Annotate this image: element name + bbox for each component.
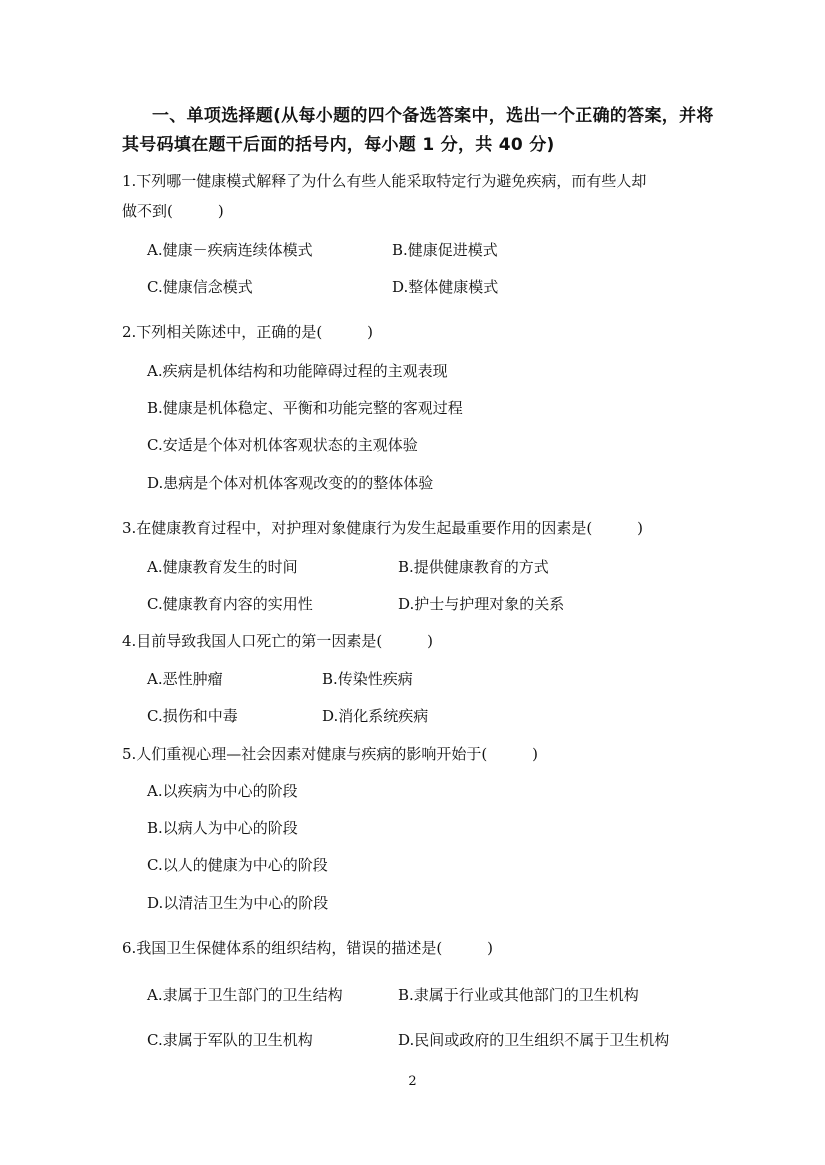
question-5-option-c: C.以人的健康为中心的阶段 xyxy=(147,856,328,874)
question-1-option-a: A.健康－疾病连续体模式 xyxy=(147,241,313,259)
question-4-option-c: C.损伤和中毒 xyxy=(147,707,238,725)
question-6-option-b: B.隶属于行业或其他部门的卫生机构 xyxy=(398,986,639,1004)
question-1-option-c: C.健康信念模式 xyxy=(147,278,253,296)
question-3-stem: 3.在健康教育过程中，对护理对象健康行为发生起最重要作用的因素是( ) xyxy=(122,519,644,537)
question-6-option-c: C.隶属于军队的卫生机构 xyxy=(147,1031,313,1049)
question-1-stem: 1.下列哪一健康模式解释了为什么有些人能采取特定行为避免疾病，而有些人却 xyxy=(122,172,647,190)
question-6-option-a: A.隶属于卫生部门的卫生结构 xyxy=(147,986,343,1004)
question-2-option-b: B.健康是机体稳定、平衡和功能完整的客观过程 xyxy=(147,399,463,417)
question-6-stem: 6.我国卫生保健体系的组织结构，错误的描述是( ) xyxy=(122,939,494,957)
question-5-stem: 5.人们重视心理—社会因素对健康与疾病的影响开始于( ) xyxy=(122,745,539,763)
question-4-option-a: A.恶性肿瘤 xyxy=(147,670,223,688)
question-5-option-b: B.以病人为中心的阶段 xyxy=(147,819,298,837)
question-5-option-d: D.以清洁卫生为中心的阶段 xyxy=(147,894,329,912)
question-2-option-d: D.患病是个体对机体客观改变的的整体体验 xyxy=(147,474,434,492)
question-1-option-d: D.整体健康模式 xyxy=(392,278,499,296)
question-3-option-c: C.健康教育内容的实用性 xyxy=(147,595,313,613)
question-1-stem-continued: 做不到( ) xyxy=(122,202,224,220)
question-3-option-b: B.提供健康教育的方式 xyxy=(398,558,549,576)
question-1-option-b: B.健康促进模式 xyxy=(392,241,498,259)
page-number: 2 xyxy=(408,1074,417,1089)
question-2-stem: 2.下列相关陈述中，正确的是( ) xyxy=(122,323,374,341)
question-2-option-a: A.疾病是机体结构和功能障碍过程的主观表现 xyxy=(147,362,448,380)
section-title: 一、单项选择题(从每小题的四个备选答案中，选出一个正确的答案，并将其号码填在题干后面的括号内，每小题 1 分，共 40 分) xyxy=(122,106,714,155)
question-2-option-c: C.安适是个体对机体客观状态的主观体验 xyxy=(147,436,418,454)
question-5-option-a: A.以疾病为中心的阶段 xyxy=(147,782,298,800)
question-3-option-d: D.护士与护理对象的关系 xyxy=(398,595,565,613)
question-4-stem: 4.目前导致我国人口死亡的第一因素是( ) xyxy=(122,632,434,650)
question-6-option-d: D.民间或政府的卫生组织不属于卫生机构 xyxy=(398,1031,670,1049)
question-3-option-a: A.健康教育发生的时间 xyxy=(147,558,298,576)
question-4-option-d: D.消化系统疾病 xyxy=(322,707,429,725)
question-4-option-b: B.传染性疾病 xyxy=(322,670,413,688)
